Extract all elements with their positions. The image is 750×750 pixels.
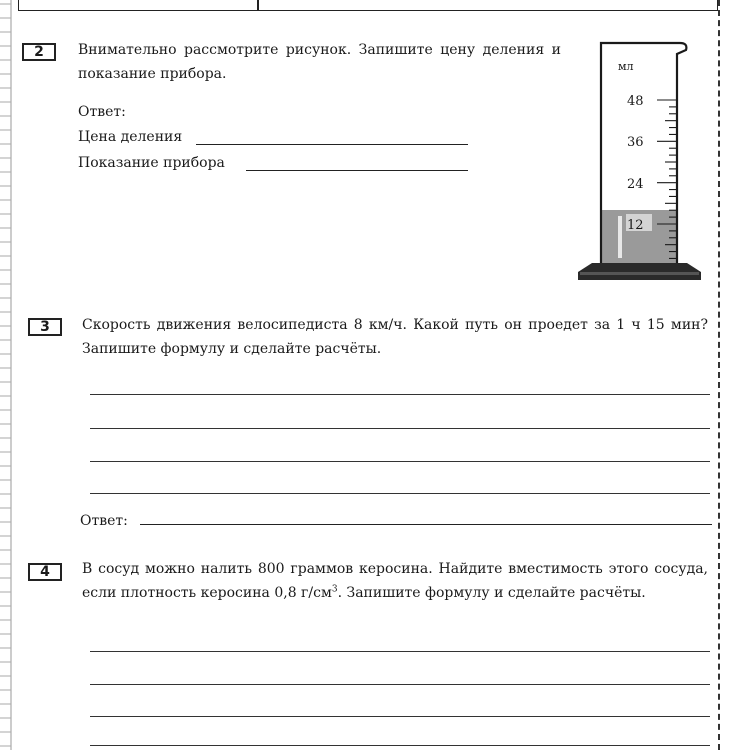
tick-label-36: 36 (627, 135, 644, 150)
cylinder-drawing (570, 38, 710, 286)
top-table-fragment (18, 0, 718, 11)
top-table-divider (257, 0, 259, 10)
cylinder-base (578, 263, 701, 280)
instrument-reading-label: Показание прибора (78, 155, 225, 171)
task-4-work-line-3[interactable] (90, 716, 710, 717)
task-4-question-part-1: В сосуд можно налить 800 граммов керосина. Найдите вместимость этого сосуда, если плотность керосина 0,8 г/см (82, 561, 708, 601)
tick-label-48: 48 (627, 94, 644, 109)
task-number-4 (28, 563, 62, 581)
division-price-answer-line[interactable] (196, 144, 468, 145)
measuring-cylinder (570, 38, 710, 286)
cylinder-unit-label: мл (618, 60, 634, 73)
cylinder-base-highlight (580, 272, 699, 275)
task-number-2-label: 2 (34, 44, 44, 60)
task-3-work-line-3[interactable] (90, 461, 710, 462)
task-4-work-line-2[interactable] (90, 684, 710, 685)
task-3-work-line-1[interactable] (90, 394, 710, 395)
liquid-highlight (618, 216, 622, 258)
division-price-label: Цена деления (78, 129, 183, 145)
tick-label-24: 24 (627, 177, 644, 192)
task-2-answer-label: Ответ: (78, 104, 126, 120)
margin-tick-marks (0, 0, 12, 750)
task-4-question-part-2: . Запишите формулу и сделайте расчёты. (337, 585, 646, 601)
task-3-answer-line[interactable] (140, 524, 712, 525)
task-3-work-line-4[interactable] (90, 493, 710, 494)
task-number-3 (28, 318, 62, 336)
task-4-question (82, 557, 708, 605)
task-number-4-label: 4 (40, 564, 50, 580)
task-3-answer-label: Ответ: (80, 513, 128, 529)
tick-label-12: 12 (627, 218, 644, 233)
cubic-superscript: 3 (331, 584, 338, 595)
task-4-work-line-1[interactable] (90, 651, 710, 652)
task-4-work-line-4[interactable] (90, 745, 710, 746)
task-2-question: Внимательно рассмотрите рисунок. Запишите цену деления и показание прибора. (78, 42, 561, 82)
dashed-cut-line (718, 0, 720, 750)
task-number-3-label: 3 (40, 319, 50, 335)
left-margin-strip (0, 0, 12, 750)
instrument-reading-answer-line[interactable] (246, 170, 468, 171)
task-number-2 (22, 43, 56, 61)
task-3-question: Скорость движения велосипедиста 8 км/ч. Какой путь он проедет за 1 ч 15 мин? Запишите формулу и сделайте расчёты. (82, 317, 708, 357)
task-3-work-line-2[interactable] (90, 428, 710, 429)
